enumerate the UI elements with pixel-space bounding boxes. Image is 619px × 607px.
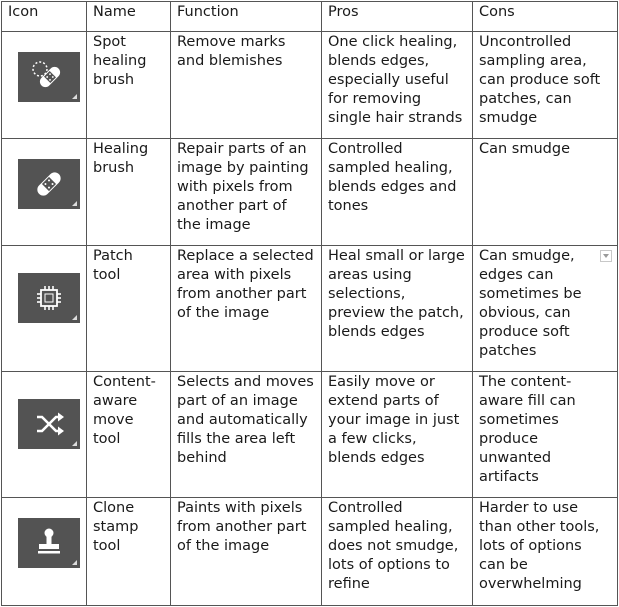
header-cons: Cons bbox=[473, 2, 618, 32]
tool-pros: One click healing, blends edges, especially useful for removing single hair strands bbox=[322, 32, 473, 139]
header-row bbox=[2, 2, 618, 32]
spot-healing-brush-icon bbox=[18, 52, 80, 102]
icon-cell bbox=[2, 498, 87, 606]
header-icon: Icon bbox=[2, 2, 87, 32]
table-row bbox=[2, 498, 618, 606]
table-row bbox=[2, 246, 618, 372]
tool-function: Replace a selected area with pixels from another part of the image bbox=[171, 246, 322, 372]
content-aware-move-icon bbox=[18, 399, 80, 449]
icon-cell bbox=[2, 139, 87, 246]
icon-cell bbox=[2, 246, 87, 372]
tool-cons: Uncontrolled sampling area, can produce soft patches, can smudge bbox=[473, 32, 618, 139]
header-name: Name bbox=[87, 2, 171, 32]
icon-cell bbox=[2, 32, 87, 139]
tool-cons: Can smudge, edges can sometimes be obvious, can produce soft patches bbox=[473, 246, 618, 372]
tool-cons: Harder to use than other tools, lots of options can be overwhelming bbox=[473, 498, 618, 606]
tool-cons: The content-aware fill can sometimes produce unwanted artifacts bbox=[473, 372, 618, 498]
tools-table bbox=[1, 1, 618, 606]
patch-tool-icon bbox=[18, 273, 80, 323]
tool-function: Repair parts of an image by painting with pixels from another part of the image bbox=[171, 139, 322, 246]
tool-pros: Controlled sampled healing, does not smudge, lots of options to refine bbox=[322, 498, 473, 606]
table-row bbox=[2, 372, 618, 498]
table-row bbox=[2, 139, 618, 246]
header-pros: Pros bbox=[322, 2, 473, 32]
tool-name: Patch tool bbox=[87, 246, 171, 372]
tool-pros: Heal small or large areas using selections, preview the patch, blends edges bbox=[322, 246, 473, 372]
tool-function: Remove marks and blemishes bbox=[171, 32, 322, 139]
tool-pros: Controlled sampled healing, blends edges and tones bbox=[322, 139, 473, 246]
tool-cons: Can smudge bbox=[473, 139, 618, 246]
tool-name: Spot healing brush bbox=[87, 32, 171, 139]
tool-name: Content-aware move tool bbox=[87, 372, 171, 498]
tool-name: Clone stamp tool bbox=[87, 498, 171, 606]
tool-pros: Easily move or extend parts of your image in just a few clicks, blends edges bbox=[322, 372, 473, 498]
clone-stamp-icon bbox=[18, 518, 80, 568]
table-row bbox=[2, 32, 618, 139]
header-function: Function bbox=[171, 2, 322, 32]
cell-dropdown-arrow[interactable] bbox=[600, 250, 612, 262]
tool-function: Selects and moves part of an image and automatically fills the area left behind bbox=[171, 372, 322, 498]
healing-brush-icon bbox=[18, 159, 80, 209]
tool-function: Paints with pixels from another part of the image bbox=[171, 498, 322, 606]
icon-cell bbox=[2, 372, 87, 498]
tool-name: Healing brush bbox=[87, 139, 171, 246]
